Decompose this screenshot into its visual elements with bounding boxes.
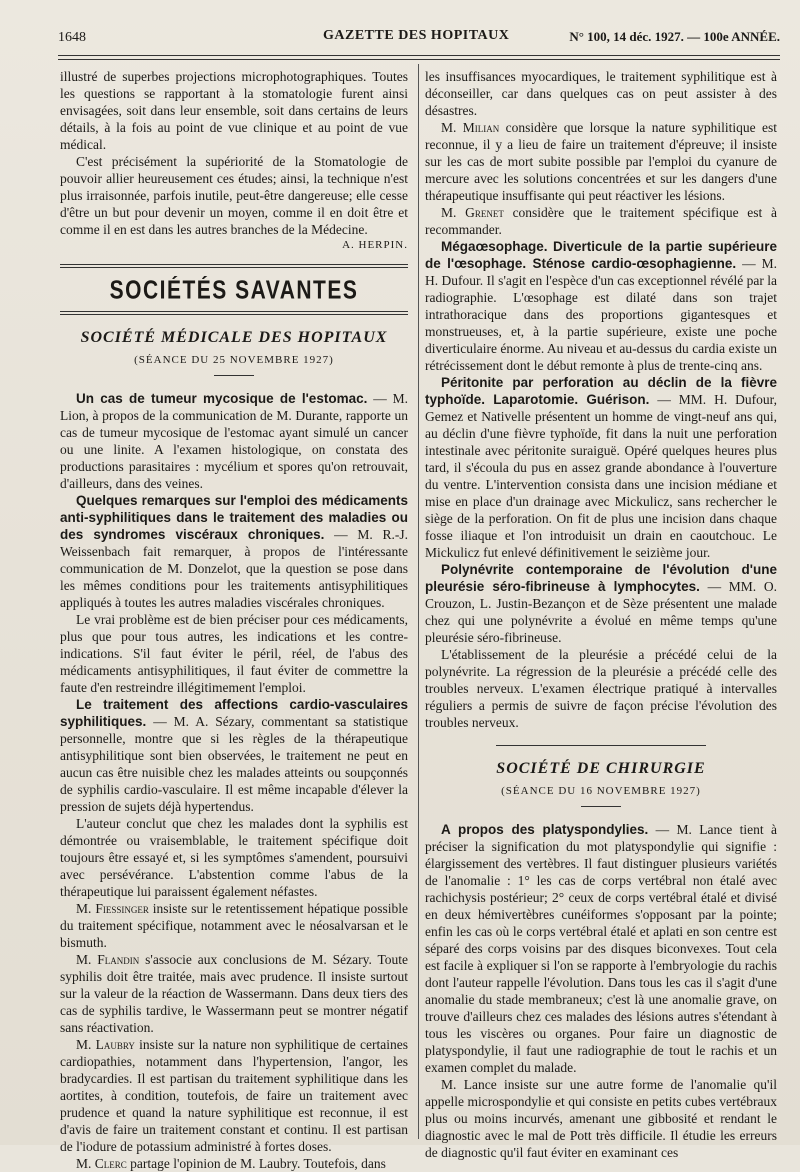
article-paragraph bbox=[60, 951, 408, 1036]
issue-info: N° 100, 14 déc. 1927. — 100e ANNÉE. bbox=[569, 29, 780, 44]
intro-paragraph-2: C'est précisément la supériorité de la Stomatologie de pouvoir allier heureusement ces études; ainsi, la technique n'est plus irraisonnée, parfois inutile, peut-être dangereuse; elle cesse d'être un but pour devenir un moyen, comme il en doit être et comme il en est dans les autres branches de la Médecine. bbox=[60, 154, 408, 237]
speaker-name: M. Milian bbox=[441, 120, 500, 135]
speaker-name: M. Grenet bbox=[441, 205, 504, 220]
speaker-name: M. Flandin bbox=[76, 952, 140, 967]
article-author: — M. H. Dufour. bbox=[425, 256, 778, 288]
society-title-chirurgie: SOCIÉTÉ DE CHIRURGIE bbox=[496, 760, 706, 777]
article-paragraph: M. Lance insiste sur une autre forme de l'anomalie qu'il appelle microspondylie et qui consiste en petits cubes vertébraux plus ou moins incurvés, amenant une gibbosité et rendant le diagnostic avec le mal de Pott très difficile. Il étudie les erreurs de diagnostic qu'il faut éviter en examinant ces bbox=[425, 1077, 777, 1160]
right-column bbox=[425, 68, 777, 1161]
article-text: commentant sa statistique personnelle, montre que si les règles de la thérapeutique antisyphilitique sont bien observées, le traitement ne peut en aucun cas être nuisible chez les malades atteints ou soupçonnés de syphilis cardio-vasculaire. Il est même incapable d'élever la pression de sujets déjà hypertendus. bbox=[60, 714, 408, 814]
signature: A. HERPIN. bbox=[342, 239, 408, 251]
speaker-text: considère que le traitement spécifique est à recommander. bbox=[425, 205, 778, 237]
article-heading: Le traitement des affections cardio-vasculaires syphilitiques. bbox=[60, 697, 408, 729]
article-peritonite bbox=[425, 374, 777, 561]
article-paragraph: Le vrai problème est de bien préciser pour ces médicaments, plus que pour tous autres, les indications et les contre-indications. S'il faut éviter le péril, réel, de l'abus des médicaments antisyphilitiques, il faut éviter de commettre la faute d'en restreindre illégitimement l'emploi. bbox=[60, 612, 408, 695]
article-heading: A propos des platyspondylies. bbox=[441, 822, 649, 837]
society-title-medical: SOCIÉTÉ MÉDICALE DES HOPITAUX bbox=[80, 329, 388, 346]
speaker-name: M. Fiessinger bbox=[76, 901, 149, 916]
article-author: — M. R.-J. Weissenbach bbox=[60, 527, 408, 559]
article-polynevrite bbox=[425, 561, 777, 646]
seance-date-2: (SÉANCE DU 16 NOVEMBRE 1927) bbox=[501, 785, 701, 797]
article-heading: Quelques remarques sur l'emploi des médicaments anti-syphilitiques dans le traitement des maladies ou des syndromes viscéraux chroniques. bbox=[60, 493, 408, 542]
article-text: présentent une malade chez qui une polynévrite a évolué en même temps qu'une pleurésie séro-fibrineuse. bbox=[425, 596, 778, 645]
article-paragraph bbox=[60, 1036, 408, 1155]
article-text: tient à préciser la signification du mot platyspondylie qui signifie : élargissement des vertèbres. Il faut distinguer plusieurs variétés de l'anomalie : 1° les cas de corps vertébral non étalé avec rachichysis postérieur; 2° ceux de corps vertébral étalé et divisé en deux hémivertèbres cunéiformes s'opposant par la pointe; enfin les cas où le corps vertébral étalé et aplati en son centre est séparé des corps voisins par des disques biconvexes. Tout cela est facile à expliquer si l'on se rapporte à l'embryologie du rachis dont l'auteur rappelle l'évolution. Dans tous les cas il s'agit d'une anomalie du stade membraneux; c'est là une anomalie grave, on trouve d'ailleurs chez ces malades des lésions autres s'étendant à tous les viscères ou organes. Pour faire un diagnostic de platyspondylie, il faut une radiographie de tout le rachis et un examen complet du malade. bbox=[425, 822, 777, 1075]
section-separator bbox=[60, 264, 408, 268]
article-paragraph bbox=[60, 900, 408, 951]
article-heading: Mégaœsophage. Diverticule de la partie supérieure de l'œsophage. Sténose cardio-œsophagienne. bbox=[425, 239, 777, 271]
article-author: — M. Lion, bbox=[60, 391, 408, 423]
header-rule-2 bbox=[58, 59, 780, 60]
speaker-text: s'associe aux conclusions de M. Sézary. Toute syphilis doit être traitée, mais avec prudence. Il insiste surtout sur la valeur de la réaction de Wassermann. Dans deux tiers des cas de syphilis tardive, le Wassermann peut se montrer négatif sans réactivation. bbox=[60, 952, 408, 1035]
journal-title: GAZETTE DES HOPITAUX bbox=[323, 28, 510, 43]
left-column bbox=[60, 68, 408, 1172]
article-paragraph: L'établissement de la pleurésie a précédé celui de la polynévrite. La régression de la pleurésie a précédé celle des troubles nerveux. L'examen électrique pratiqué à intervalles réguliers a permis de suivre de façon précise l'évolution des troubles nerveux. bbox=[425, 647, 777, 730]
speaker-name: M. Clerc bbox=[76, 1156, 127, 1171]
article-antisyphilitiques bbox=[60, 492, 408, 611]
page-number: 1648 bbox=[58, 30, 86, 45]
short-rule bbox=[581, 806, 621, 807]
section-separator-2 bbox=[60, 311, 408, 315]
article-paragraph: L'auteur conclut que chez les malades dont la syphilis est démontrée ou vraisemblable, le traitement spécifique doit toujours être essayé et, si les symptômes s'amendent, poursuivi avec persévérance. L'abstention comme l'abus de la thérapeutique lui paraissent également néfastes. bbox=[60, 816, 408, 899]
column-divider bbox=[418, 64, 419, 1139]
short-rule bbox=[214, 375, 254, 376]
section-title: SOCIÉTÉS SAVANTES bbox=[109, 276, 359, 305]
article-author: — MM. H. Dufour, Gemez et Nativelle bbox=[425, 392, 777, 424]
article-text: à propos de la communication de M. Durante, rapporte un cas de tumeur mycosique de l'estomac ayant simulé un cancer ou une linite. A l'examen histologique, on constata des productions parasitaires : mycélium et spores qu'on retrouvait, d'ailleurs, dans des veines. bbox=[60, 408, 409, 491]
article-text: présentent un homme de vingt-neuf ans qui, au déclin d'une fièvre typhoïde, fit dans la nuit une perforation intestinale avec péritonite suraiguë. Opéré quelques heures plus tard, il s'écoula du pus en assez grande abondance à l'ouverture du ventre. L'intervention consista dans une incision médiane et mise en place d'un drainage avec Mickulicz, sans rechercher le siège de la perforation. On fit de plus une incision dans chaque fosse iliaque et l'on introduisit un drain en caoutchouc. Le Mickulicz fut enlevé définitivement le seizième jour. bbox=[425, 409, 778, 560]
article-paragraph bbox=[60, 1155, 408, 1172]
article-text: fait remarquer, à propos de l'intéressante communication de M. Donzelot, que la question se pose dans les mêmes conditions pour les traitements antisyphilitiques appliqués à toutes les autres maladies viscérales chroniques. bbox=[60, 544, 408, 610]
seance-date-1: (SÉANCE DU 25 NOVEMBRE 1927) bbox=[134, 354, 334, 366]
speaker-text: partage l'opinion de M. Laubry. Toutefois, dans bbox=[130, 1156, 386, 1171]
article-author: — MM. O. Crouzon, L. Justin-Bezançon et de Sèze bbox=[425, 579, 778, 611]
article-text: Il s'agit en l'espèce d'un cas exceptionnel révélé par la radiographie. L'œsophage est dilaté dans son trajet intrathoracique dans des proportions gigantesques et monstrueuses, et, à la partie supérieure, existe une poche diverticulaire énorme. Au niveau et au-dessus du cardia existe un rétrécissement dont le début remonte à plus de trente-cinq ans. bbox=[425, 273, 778, 373]
header-rule bbox=[58, 55, 780, 56]
society-separator bbox=[496, 745, 706, 746]
article-megaoesophage bbox=[425, 238, 777, 374]
article-author: — M. Lance bbox=[655, 822, 733, 837]
continued-paragraph: les insuffisances myocardiques, le traitement syphilitique est à déconseiller, car dans quelques cas on peut assister à des désastres. bbox=[425, 69, 777, 118]
speaker-text: insiste sur la nature non syphilitique de certaines cardiopathies, notamment dans l'hypertension, l'angor, les bradycardies. Il est partisan du traitement syphilitique dans les aortites, à condition, toutefois, de faire un traitement avec prudence et quand la nature syphilitique est reconnue, il est d'avis de faire un traitement constant et continu. Il est partisan de l'iodure de potassium administré à fortes doses. bbox=[60, 1037, 408, 1154]
article-paragraph bbox=[425, 204, 777, 238]
speaker-name: M. Laubry bbox=[76, 1037, 135, 1052]
article-heading: Péritonite par perforation au déclin de la fièvre typhoïde. Laparotomie. Guérison. bbox=[425, 375, 777, 407]
page-header bbox=[58, 28, 780, 48]
speaker-text: considère que lorsque la nature syphilitique est reconnue, il y a lieu de faire un traitement d'épreuve; il insiste sur les cas de mort subite possible par l'emploi du cyanure de mercure avec les solutions concentrées et sur les dangers d'une thérapeutique insuffisante qui peut réactiver les lésions. bbox=[425, 120, 778, 203]
article-cardio-vasculaires bbox=[60, 696, 408, 815]
article-tumeur bbox=[60, 390, 408, 492]
article-author: — M. A. Sézary, bbox=[153, 714, 255, 729]
article-paragraph bbox=[425, 119, 777, 204]
article-heading: Un cas de tumeur mycosique de l'estomac. bbox=[76, 391, 368, 406]
intro-paragraph-1: illustré de superbes projections microphotographiques. Toutes les questions se rapportant à la stomatologie furent ainsi envisagées, soit dans leur ensemble, soit dans certains de leurs détails, à la fois au point de vue clinique et au point de vue médical. bbox=[60, 69, 408, 152]
article-heading: Polynévrite contemporaine de l'évolution d'une pleurésie séro-fibrineuse à lymphocytes. bbox=[425, 562, 777, 594]
speaker-text: insiste sur le retentissement hépatique possible du traitement spécifique, notamment avec le néosalvarsan et le bismuth. bbox=[60, 901, 408, 950]
article-platyspondylies bbox=[425, 821, 777, 1076]
